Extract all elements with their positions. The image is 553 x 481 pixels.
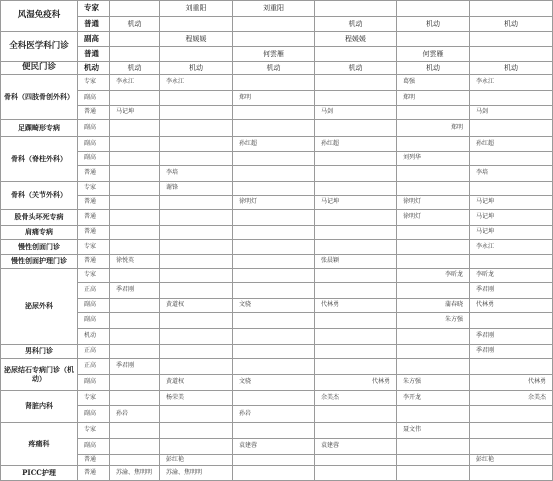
schedule-cell-nephro-1-0: 孙岩 [110,406,160,423]
schedule-cell-general-1-5 [470,47,553,62]
schedule-cell-general-0-4 [397,32,470,47]
schedule-cell-urology-1-5: 季君刚 [470,283,553,299]
schedule-cell-ortho-trauma-1-3 [315,91,397,106]
schedule-cell-urology-2-4: 蒲春晓 [397,299,470,313]
schedule-cell-foot-0-2 [233,120,315,137]
schedule-cell-pain-spec-0-0 [110,226,160,240]
schedule-cell-ortho-trauma-0-5: 李永江 [470,75,553,91]
schedule-cell-nephro-0-5: 余美杰 [470,391,553,406]
schedule-cell-general-1-2: 何雲雁 [233,47,315,62]
schedule-cell-general-0-2 [233,32,315,47]
schedule-cell-ortho-trauma-0-1: 李永江 [160,75,233,91]
schedule-cell-pain-0-3 [315,423,397,439]
schedule-cell-general-0-1: 程媛媛 [160,32,233,47]
schedule-cell-stone-1-2: 文骁 [233,375,315,391]
schedule-cell-male-0-1 [160,345,233,359]
schedule-cell-spine-1-1 [160,152,233,166]
level-convenience-0: 机动 [78,62,110,75]
department-urology: 泌尿外科 [0,269,78,345]
schedule-cell-urology-0-2 [233,269,315,283]
schedule-cell-urology-2-1: 黄道权 [160,299,233,313]
schedule-cell-urology-1-1 [160,283,233,299]
department-pain: 疼痛科 [0,423,78,466]
schedule-cell-wound-care-0-3: 张晨颖 [315,255,397,269]
schedule-cell-nephro-0-0 [110,391,160,406]
schedule-cell-wound-0-0 [110,240,160,255]
schedule-cell-spine-1-3 [315,152,397,166]
level-rheum-1: 普通 [78,17,110,32]
schedule-cell-spine-1-4: 刘列华 [397,152,470,166]
schedule-cell-urology-3-3 [315,313,397,329]
schedule-cell-male-0-2 [233,345,315,359]
schedule-cell-rheum-1-3: 机动 [315,17,397,32]
schedule-cell-foot-0-1 [160,120,233,137]
level-male-0: 正高 [78,345,110,359]
schedule-cell-spine-0-3: 孙红超 [315,137,397,152]
department-stone: 泌尿结石专病门诊（机动） [0,359,78,391]
schedule-cell-joint-0-2 [233,182,315,196]
level-spine-0: 副高 [78,137,110,152]
level-urology-4: 机动 [78,329,110,345]
schedule-cell-stone-1-1: 黄道权 [160,375,233,391]
department-general: 全科医学科门诊 [0,32,78,62]
schedule-cell-urology-4-5: 季君刚 [470,329,553,345]
schedule-cell-convenience-0-3: 机动 [315,62,397,75]
schedule-cell-pain-spec-0-2 [233,226,315,240]
level-pain-1: 副高 [78,439,110,455]
schedule-cell-pain-1-0 [110,439,160,455]
schedule-cell-urology-4-0 [110,329,160,345]
schedule-cell-foot-0-5 [470,120,553,137]
schedule-cell-joint-1-1 [160,196,233,210]
level-pain-2: 普通 [78,455,110,466]
level-pain-spec-0: 普通 [78,226,110,240]
schedule-cell-nephro-0-2 [233,391,315,406]
schedule-cell-rheum-0-2: 刘重阳 [233,0,315,17]
schedule-cell-ortho-trauma-1-4: 郑明 [397,91,470,106]
schedule-cell-urology-3-5 [470,313,553,329]
schedule-cell-wound-care-0-4 [397,255,470,269]
schedule-cell-joint-0-0 [110,182,160,196]
schedule-cell-nephro-1-5 [470,406,553,423]
schedule-cell-nephro-0-1: 杨荣美 [160,391,233,406]
schedule-cell-general-1-1 [160,47,233,62]
level-femoral-0: 普通 [78,210,110,226]
schedule-cell-pain-1-2: 袁建蓉 [233,439,315,455]
department-pain-spec: 肩痛专病 [0,226,78,240]
department-wound-care: 慢性创面护理门诊 [0,255,78,269]
schedule-cell-pain-2-2 [233,455,315,466]
department-spine: 骨科（脊柱外科） [0,137,78,182]
schedule-cell-pain-0-0 [110,423,160,439]
schedule-cell-convenience-0-4: 机动 [397,62,470,75]
schedule-cell-spine-1-5 [470,152,553,166]
schedule-cell-rheum-0-4 [397,0,470,17]
level-spine-1: 副高 [78,152,110,166]
schedule-cell-general-1-4: 何雲雁 [397,47,470,62]
schedule-cell-nephro-1-2: 孙岩 [233,406,315,423]
schedule-cell-ortho-trauma-2-3: 马剑 [315,106,397,120]
schedule-cell-ortho-trauma-2-0: 马记坤 [110,106,160,120]
schedule-cell-urology-4-3 [315,329,397,345]
level-spine-2: 普通 [78,166,110,182]
schedule-cell-picc-0-1: 苏渝、焦明明 [160,466,233,481]
schedule-cell-pain-2-4 [397,455,470,466]
schedule-cell-rheum-0-0 [110,0,160,17]
schedule-cell-spine-2-1: 李培 [160,166,233,182]
schedule-cell-wound-0-5: 李永江 [470,240,553,255]
schedule-cell-convenience-0-1: 机动 [160,62,233,75]
schedule-cell-ortho-trauma-0-0: 李永江 [110,75,160,91]
schedule-cell-spine-0-5: 孙红超 [470,137,553,152]
level-general-1: 普通 [78,47,110,62]
schedule-cell-pain-spec-0-1 [160,226,233,240]
schedule-cell-spine-2-3 [315,166,397,182]
schedule-cell-stone-0-4 [397,359,470,375]
schedule-cell-wound-0-4 [397,240,470,255]
level-rheum-0: 专家 [78,0,110,17]
schedule-cell-urology-3-1 [160,313,233,329]
schedule-cell-wound-care-0-0: 徐悦英 [110,255,160,269]
schedule-cell-male-0-0 [110,345,160,359]
schedule-cell-convenience-0-5: 机动 [470,62,553,75]
schedule-cell-rheum-0-1: 刘重阳 [160,0,233,17]
department-femoral: 股骨头坏死专病 [0,210,78,226]
level-general-0: 副高 [78,32,110,47]
department-ortho-trauma: 骨科（四肢骨创外科） [0,75,78,120]
schedule-cell-urology-2-5: 代林勇 [470,299,553,313]
schedule-cell-pain-spec-0-4 [397,226,470,240]
schedule-cell-ortho-trauma-0-4: 葛强 [397,75,470,91]
schedule-cell-urology-0-4: 李昕龙 [397,269,470,283]
schedule-cell-pain-2-3 [315,455,397,466]
schedule-cell-general-0-0 [110,32,160,47]
schedule-cell-general-1-0 [110,47,160,62]
schedule-cell-urology-4-1 [160,329,233,345]
schedule-cell-rheum-0-3 [315,0,397,17]
schedule-cell-urology-4-2 [233,329,315,345]
schedule-cell-wound-0-2 [233,240,315,255]
schedule-cell-joint-1-2: 徐明灯 [233,196,315,210]
level-joint-0: 专家 [78,182,110,196]
level-urology-1: 正高 [78,283,110,299]
schedule-cell-general-0-3: 程媛媛 [315,32,397,47]
schedule-cell-spine-0-0 [110,137,160,152]
schedule-cell-nephro-1-4 [397,406,470,423]
schedule-cell-pain-0-1 [160,423,233,439]
level-ortho-trauma-0: 专家 [78,75,110,91]
schedule-cell-general-0-5 [470,32,553,47]
level-picc-0: 普通 [78,466,110,481]
level-wound-care-0: 普通 [78,255,110,269]
schedule-cell-stone-0-1 [160,359,233,375]
schedule-cell-male-0-3 [315,345,397,359]
level-pain-0: 专家 [78,423,110,439]
schedule-cell-joint-0-5 [470,182,553,196]
schedule-cell-spine-1-0 [110,152,160,166]
schedule-cell-stone-1-5: 代林勇 [470,375,553,391]
schedule-cell-urology-4-4 [397,329,470,345]
schedule-cell-rheum-1-5: 机动 [470,17,553,32]
schedule-cell-joint-1-3: 马记坤 [315,196,397,210]
schedule-cell-rheum-1-1 [160,17,233,32]
schedule-cell-foot-0-3 [315,120,397,137]
schedule-cell-ortho-trauma-2-1 [160,106,233,120]
schedule-cell-femoral-0-5: 马记坤 [470,210,553,226]
department-picc: PICC护理 [0,466,78,481]
schedule-cell-spine-2-0 [110,166,160,182]
schedule-cell-stone-1-3: 代林勇 [315,375,397,391]
schedule-cell-pain-2-0 [110,455,160,466]
schedule-cell-joint-1-5: 马记坤 [470,196,553,210]
schedule-cell-pain-0-5 [470,423,553,439]
schedule-cell-rheum-1-2 [233,17,315,32]
schedule-cell-stone-0-5 [470,359,553,375]
schedule-cell-pain-spec-0-5: 马记坤 [470,226,553,240]
schedule-cell-ortho-trauma-0-2 [233,75,315,91]
schedule-cell-pain-1-4 [397,439,470,455]
schedule-cell-urology-0-0 [110,269,160,283]
schedule-cell-urology-3-4: 朱方强 [397,313,470,329]
schedule-cell-stone-0-0: 季君刚 [110,359,160,375]
schedule-cell-pain-spec-0-3 [315,226,397,240]
schedule-cell-spine-2-5: 李培 [470,166,553,182]
schedule-cell-picc-0-3 [315,466,397,481]
schedule-cell-nephro-0-3: 余美杰 [315,391,397,406]
level-ortho-trauma-1: 副高 [78,91,110,106]
schedule-cell-ortho-trauma-2-5: 马剑 [470,106,553,120]
schedule-cell-urology-2-0 [110,299,160,313]
schedule-cell-joint-1-4: 徐明灯 [397,196,470,210]
schedule-cell-spine-2-2 [233,166,315,182]
schedule-cell-urology-1-3 [315,283,397,299]
schedule-cell-pain-2-5: 彭红艳 [470,455,553,466]
level-foot-0: 副高 [78,120,110,137]
schedule-cell-urology-0-1 [160,269,233,283]
schedule-cell-ortho-trauma-0-3 [315,75,397,91]
schedule-cell-nephro-1-1 [160,406,233,423]
schedule-cell-urology-0-5: 李昕龙 [470,269,553,283]
schedule-cell-spine-0-4 [397,137,470,152]
level-stone-0: 正高 [78,359,110,375]
schedule-cell-pain-0-2 [233,423,315,439]
schedule-cell-urology-0-3 [315,269,397,283]
schedule-cell-joint-1-0 [110,196,160,210]
schedule-cell-rheum-1-4: 机动 [397,17,470,32]
schedule-cell-femoral-0-2 [233,210,315,226]
department-joint: 骨科（关节外科） [0,182,78,210]
level-ortho-trauma-2: 普通 [78,106,110,120]
schedule-cell-pain-1-5 [470,439,553,455]
schedule-cell-urology-2-3: 代林勇 [315,299,397,313]
schedule-cell-pain-1-3: 袁建蓉 [315,439,397,455]
level-joint-1: 普通 [78,196,110,210]
schedule-cell-male-0-4 [397,345,470,359]
schedule-cell-picc-0-0: 苏渝、焦明明 [110,466,160,481]
schedule-cell-pain-0-4: 聂文伟 [397,423,470,439]
schedule-cell-nephro-0-4: 李开龙 [397,391,470,406]
schedule-cell-spine-0-1 [160,137,233,152]
schedule-cell-picc-0-2 [233,466,315,481]
schedule-cell-wound-0-1 [160,240,233,255]
schedule-cell-joint-0-1: 谢锋 [160,182,233,196]
level-nephro-0: 专家 [78,391,110,406]
schedule-cell-ortho-trauma-1-2: 郑明 [233,91,315,106]
schedule-cell-stone-0-2 [233,359,315,375]
schedule-cell-joint-0-3 [315,182,397,196]
schedule-cell-stone-0-3 [315,359,397,375]
department-convenience: 便民门诊 [0,62,78,75]
schedule-cell-stone-1-4: 朱方强 [397,375,470,391]
schedule-cell-rheum-1-0: 机动 [110,17,160,32]
schedule-cell-male-0-5: 季君刚 [470,345,553,359]
schedule-cell-pain-1-1 [160,439,233,455]
schedule-cell-general-1-3 [315,47,397,62]
schedule-cell-spine-1-2 [233,152,315,166]
schedule-cell-femoral-0-4: 徐明灯 [397,210,470,226]
level-urology-2: 副高 [78,299,110,313]
schedule-cell-femoral-0-3 [315,210,397,226]
schedule-cell-rheum-0-5 [470,0,553,17]
schedule-cell-wound-care-0-5 [470,255,553,269]
level-stone-1: 副高 [78,375,110,391]
schedule-cell-wound-0-3 [315,240,397,255]
schedule-cell-ortho-trauma-2-4 [397,106,470,120]
level-wound-0: 专家 [78,240,110,255]
schedule-cell-urology-2-2: 文骁 [233,299,315,313]
schedule-cell-ortho-trauma-2-2 [233,106,315,120]
schedule-cell-stone-1-0 [110,375,160,391]
schedule-cell-spine-2-4 [397,166,470,182]
schedule-cell-foot-0-4: 郑明 [397,120,470,137]
schedule-cell-urology-1-2 [233,283,315,299]
schedule-cell-convenience-0-0: 机动 [110,62,160,75]
schedule-cell-urology-3-2 [233,313,315,329]
schedule-cell-urology-1-4 [397,283,470,299]
department-male: 男科门诊 [0,345,78,359]
level-nephro-1: 副高 [78,406,110,423]
schedule-cell-ortho-trauma-1-5 [470,91,553,106]
schedule-cell-urology-1-0: 季君刚 [110,283,160,299]
schedule-cell-spine-0-2: 孙红超 [233,137,315,152]
schedule-cell-joint-0-4 [397,182,470,196]
schedule-cell-urology-3-0 [110,313,160,329]
level-urology-0: 专家 [78,269,110,283]
department-nephro: 肾脏内科 [0,391,78,423]
schedule-cell-nephro-1-3 [315,406,397,423]
schedule-cell-picc-0-5 [470,466,553,481]
schedule-cell-pain-2-1: 彭红艳 [160,455,233,466]
department-foot: 足踝畸形专病 [0,120,78,137]
schedule-cell-wound-care-0-1 [160,255,233,269]
schedule-cell-ortho-trauma-1-1 [160,91,233,106]
schedule-cell-femoral-0-1 [160,210,233,226]
schedule-cell-wound-care-0-2 [233,255,315,269]
department-rheum: 风湿免疫科 [0,0,78,32]
schedule-cell-convenience-0-2: 机动 [233,62,315,75]
department-wound: 慢性创面门诊 [0,240,78,255]
schedule-cell-picc-0-4 [397,466,470,481]
schedule-cell-ortho-trauma-1-0 [110,91,160,106]
schedule-cell-foot-0-0 [110,120,160,137]
schedule-cell-femoral-0-0 [110,210,160,226]
level-urology-3: 副高 [78,313,110,329]
